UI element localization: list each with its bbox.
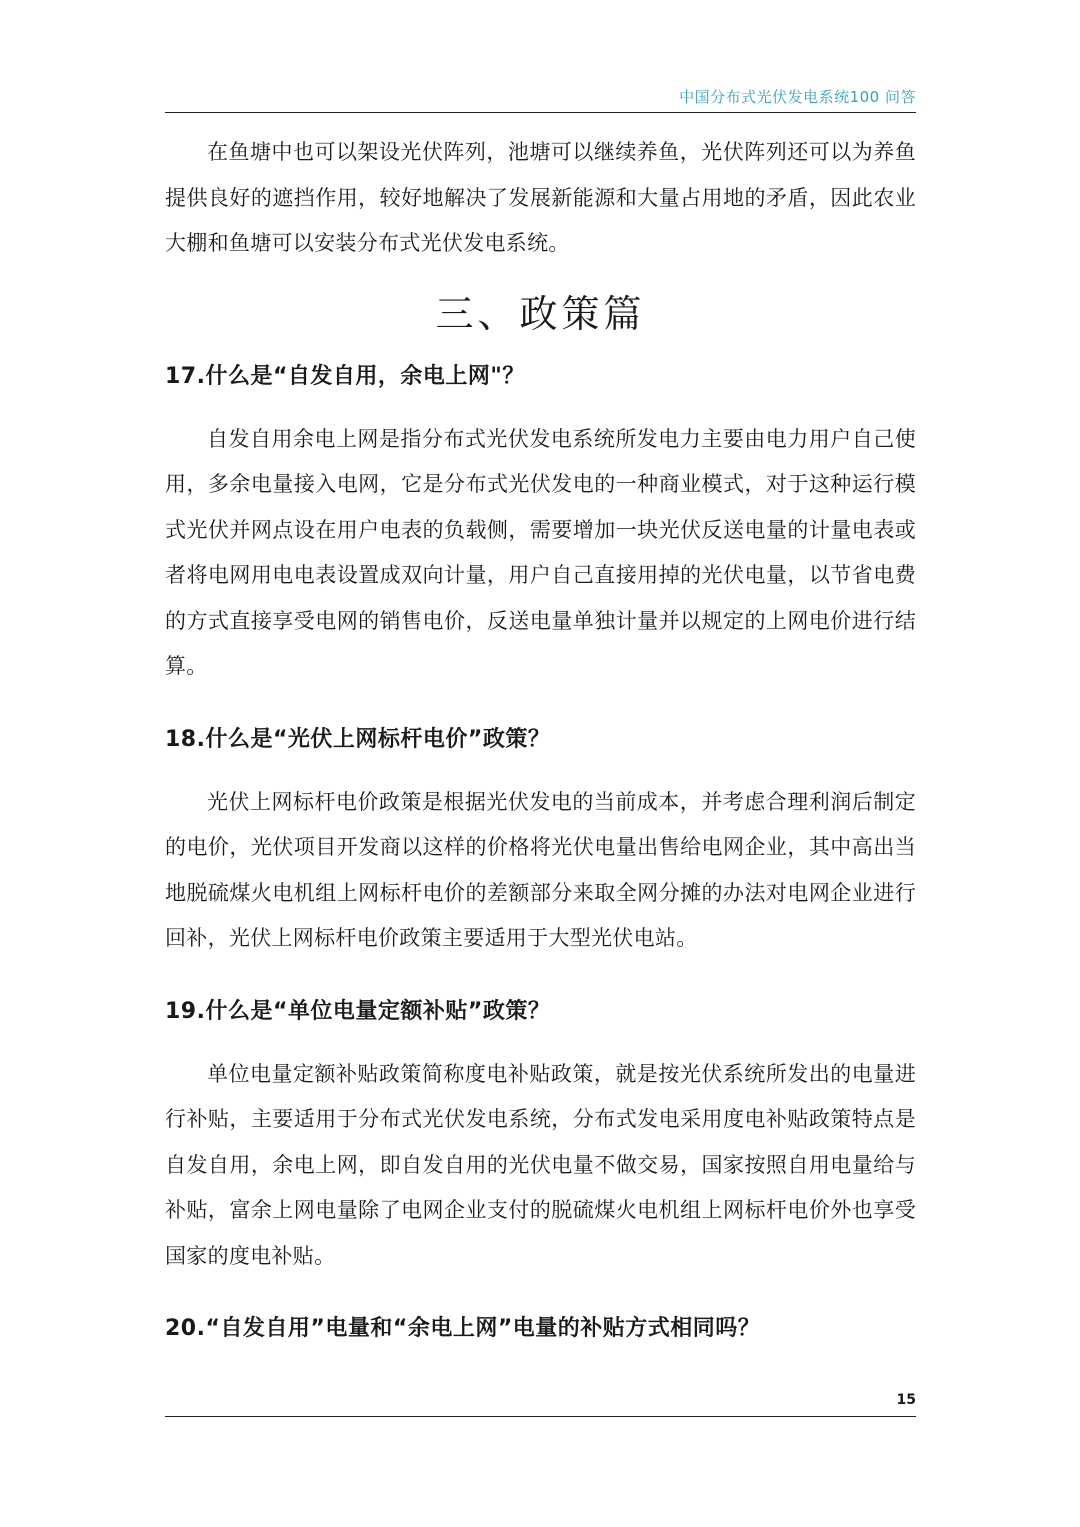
answer-paragraph-18: 光伏上网标杆电价政策是根据光伏发电的当前成本，并考虑合理利润后制定的电价，光伏项目开发商以这样的价格将光伏电量出售给电网企业，其中高出当地脱硫煤火电机组上网标杆电价的差额部分来取全网分摊的办法对电网企业进行回补，光伏上网标杆电价政策主要适用于大型光伏电站。 (165, 789, 916, 950)
page-footer (165, 1392, 916, 1417)
page-content (165, 130, 916, 1369)
answer-paragraph-17: 自发自用余电上网是指分布式光伏发电系统所发电力主要由电力用户自己使用，多余电量接入电网，它是分布式光伏发电的一种商业模式，对于这种运行模式光伏并网点设在用户电表的负载侧，需要增加一块光伏反送电量的计量电表或者将电网用电电表设置成双向计量，用户自己直接用掉的光伏电量，以节省电费的方式直接享受电网的销售电价，反送电量单独计量并以规定的上网电价进行结算。 (165, 426, 916, 678)
section-title: 三、政策篇 (435, 291, 646, 336)
page-number: 15 (896, 1392, 916, 1408)
intro-paragraph: 在鱼塘中也可以架设光伏阵列，池塘可以继续养鱼，光伏阵列还可以为养鱼提供良好的遮挡作用，较好地解决了发展新能源和大量占用地的矛盾，因此农业大棚和鱼塘可以安装分布式光伏发电系统。 (165, 140, 916, 255)
question-heading-17: 17.什么是“自发自用，余电上网"？ (165, 363, 525, 389)
header-title: 中国分布式光伏发电系统100 问答 (679, 88, 916, 106)
question-heading-19: 19.什么是“单位电量定额补贴”政策？ (165, 998, 551, 1024)
question-heading-20: 20.“自发自用”电量和“余电上网”电量的补贴方式相同吗？ (165, 1316, 761, 1341)
spacer (165, 962, 916, 984)
page-header (165, 86, 916, 113)
answer-paragraph-19: 单位电量定额补贴政策简称度电补贴政策，就是按光伏系统所发出的电量进行补贴，主要适用于分布式光伏发电系统，分布式发电采用度电补贴政策特点是自发自用，余电上网，即自发自用的光伏电量不做交易，国家按照自用电量给与补贴，富余上网电量除了电网企业支付的脱硫煤火电机组上网标杆电价外也享受国家的度电补贴。 (165, 1061, 916, 1268)
question-heading-18: 18.什么是“光伏上网标杆电价”政策？ (165, 726, 551, 752)
spacer (165, 690, 916, 712)
spacer (165, 1279, 916, 1301)
